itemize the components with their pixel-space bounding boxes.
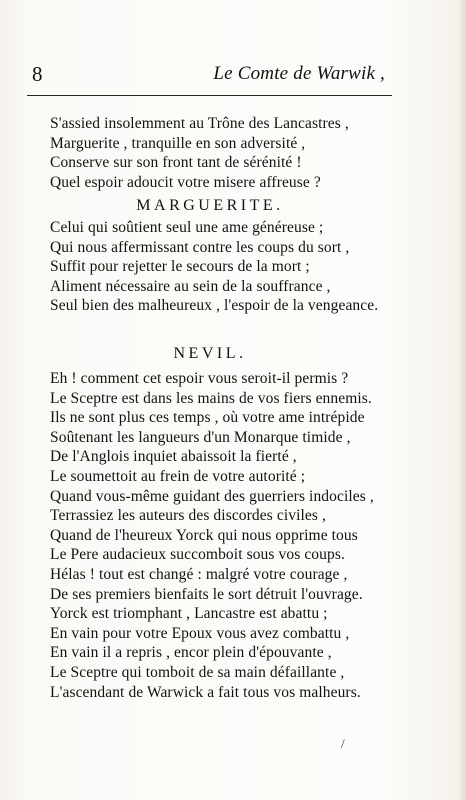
verse-line: Le Sceptre est dans les mains de vos fiers ennemis. — [50, 389, 372, 407]
speaker-name-nevil: NEVIL. — [173, 345, 247, 362]
verse-line: Terrassiez les auteurs des discordes civiles , — [50, 507, 326, 525]
verse-line: En vain pour votre Epoux vous avez combattu , — [50, 624, 350, 642]
verse-line: L'ascendant de Warwick a fait tous vos malheurs. — [50, 683, 361, 701]
page-edge — [460, 0, 466, 800]
verse-line: Quand vous-même guidant des guerriers indociles , — [50, 487, 374, 505]
ink-mark: / — [341, 736, 345, 751]
verse-line: Le soumettoit au frein de votre autorité ; — [50, 467, 306, 485]
verse-line: Qui nous affermissant contre les coups du sort , — [50, 238, 350, 256]
verse-line: Quand de l'heureux Yorck qui nous opprime tous — [50, 526, 358, 544]
verse-line: Seul bien des malheureux , l'espoir de la vengeance. — [50, 297, 379, 315]
verse-line: Conserve sur son front tant de sérénité ! — [50, 154, 302, 172]
verse-line: Eh ! comment cet espoir vous seroit-il permis ? — [50, 370, 349, 387]
verse-line: De l'Anglois inquiet abaissoit la fierté , — [50, 448, 297, 466]
running-title: Le Comte de Warwik , — [213, 63, 385, 84]
verse-line: De ses premiers bienfaits le sort détruit l'ouvrage. — [50, 585, 363, 603]
verse-line: Yorck est triomphant , Lancastre est abattu ; — [50, 605, 328, 623]
verse-line: Suffit pour rejetter le secours de la mort ; — [50, 258, 310, 276]
page-number: 8 — [32, 62, 43, 86]
verse-line: Quel espoir adoucit votre misere affreuse ? — [50, 173, 321, 191]
verse-line: Marguerite , tranquille en son adversité , — [50, 134, 306, 152]
verse-line: Aliment nécessaire au sein de la souffrance , — [50, 277, 331, 295]
header-rule — [27, 95, 392, 96]
speaker-name-marguerite: MARGUERITE. — [136, 197, 284, 214]
verse-line: Le Sceptre qui tomboit de sa main défaillante , — [50, 663, 345, 681]
verse-block-opening — [50, 114, 410, 192]
verse-block-nevil — [50, 369, 410, 702]
page-header — [27, 60, 385, 90]
verse-line: Soûtenant les langueurs d'un Monarque timide , — [50, 428, 351, 446]
verse-line: Le Pere audacieux succomboit sous vos coups. — [50, 546, 345, 564]
verse-line: Celui qui soûtient seul une ame généreuse ; — [50, 219, 324, 236]
verse-block-marguerite — [50, 218, 410, 316]
verse-line: S'assied insolemment au Trône des Lancastres , — [50, 115, 349, 132]
verse-line: Ils ne sont plus ces temps , où votre ame intrépide — [50, 409, 365, 427]
verse-line: En vain il a repris , encor plein d'épouvante , — [50, 644, 332, 662]
verse-line: Hélas ! tout est changé : malgré votre courage , — [50, 565, 348, 583]
